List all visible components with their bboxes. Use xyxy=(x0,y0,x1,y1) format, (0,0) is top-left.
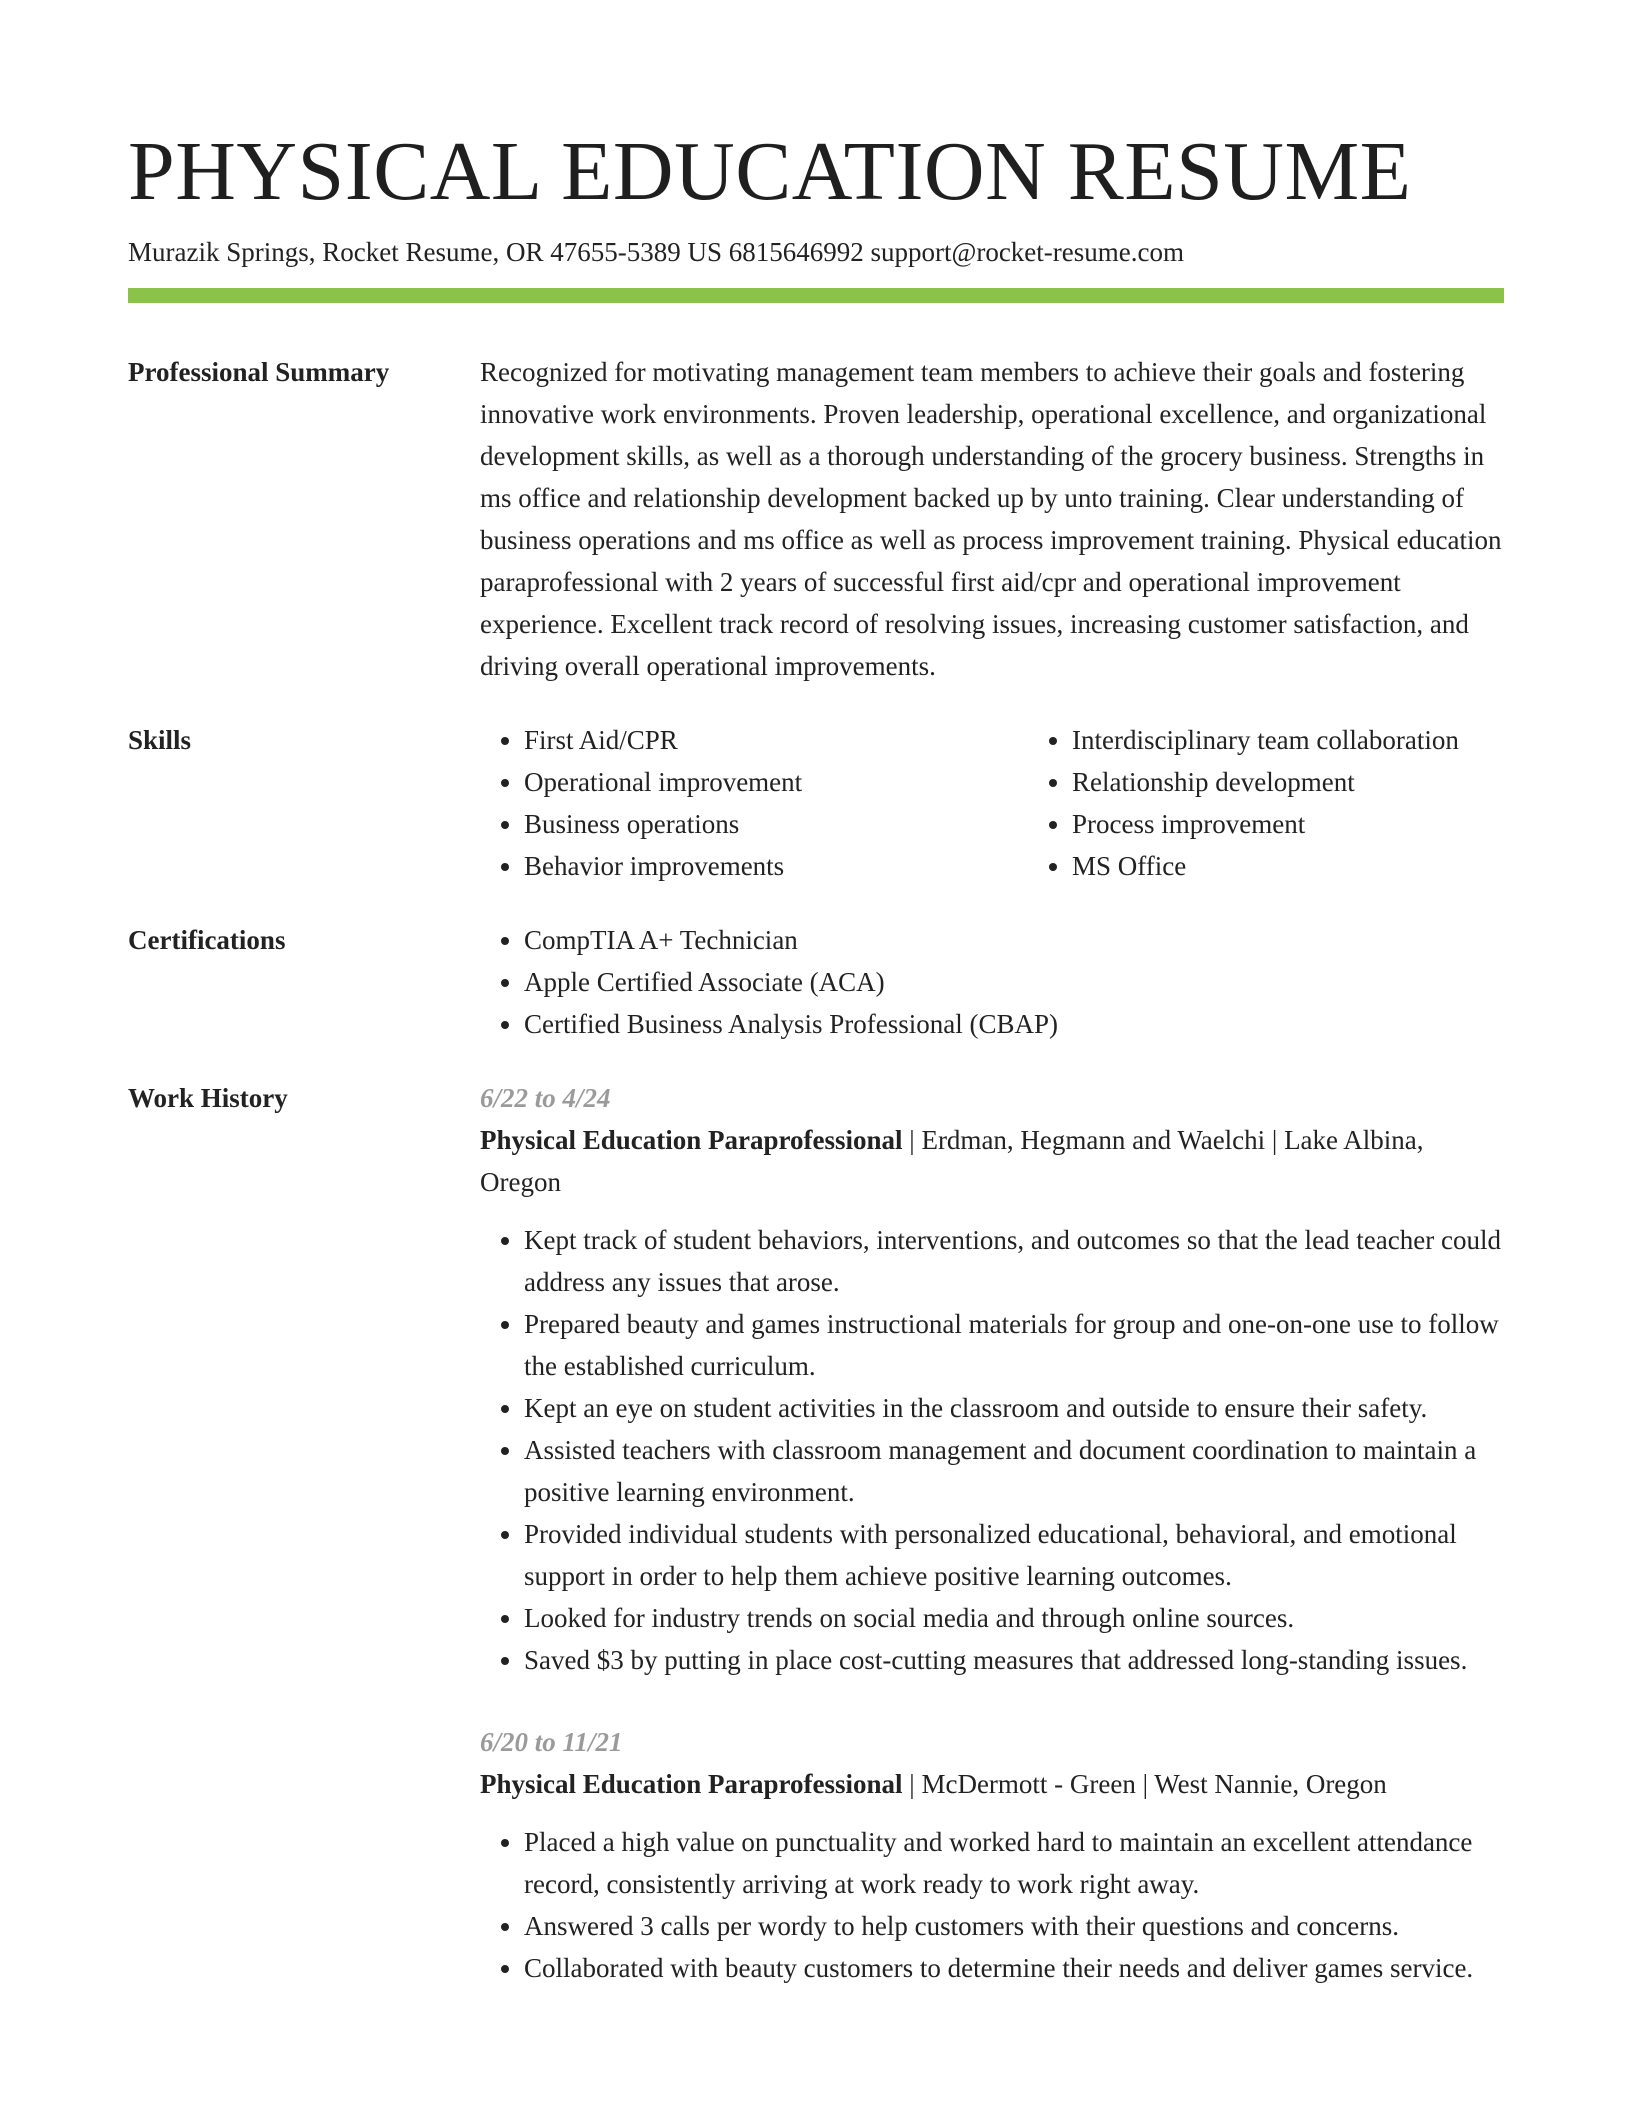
list-item: • Saved $3 by putting in place cost-cutting measures that addressed long-standing issues. xyxy=(524,1639,1504,1681)
contact-info: Murazik Springs, Rocket Resume, OR 47655-5389 US 6815646992 support@rocket-resume.com xyxy=(128,237,1184,267)
work-history-list xyxy=(480,1077,1504,1989)
job-bullets xyxy=(480,1219,1504,1681)
list-item: • Interdisciplinary team collaboration xyxy=(1072,719,1576,761)
section-label: Certifications xyxy=(128,925,286,955)
certifications-list xyxy=(480,919,1504,1045)
list-item: • Business operations xyxy=(524,803,1028,845)
list-item: • Operational improvement xyxy=(524,761,1028,803)
skills-column-left xyxy=(480,719,1028,887)
skills-column-right xyxy=(1028,719,1576,887)
list-item: • Looked for industry trends on social media and through online sources. xyxy=(524,1597,1504,1639)
header-divider xyxy=(128,288,1504,303)
job-title: Physical Education Paraprofessional xyxy=(480,1125,903,1155)
list-item: • Behavior improvements xyxy=(524,845,1028,887)
job-date: 6/22 to 4/24 xyxy=(480,1083,611,1113)
list-item: • Kept an eye on student activities in the classroom and outside to ensure their safety. xyxy=(524,1387,1504,1429)
resume-page xyxy=(128,120,1504,1989)
job-bullets xyxy=(480,1821,1504,1989)
section-skills xyxy=(128,719,1504,887)
list-item: • Collaborated with beauty customers to determine their needs and deliver games service. xyxy=(524,1947,1504,1989)
list-item: • Certified Business Analysis Professional (CBAP) xyxy=(524,1003,1504,1045)
job-entry xyxy=(480,1077,1504,1681)
job-entry xyxy=(480,1721,1504,1989)
list-item: • Placed a high value on punctuality and worked hard to maintain an excellent attendance record, consistently arriving at work ready to work right away. xyxy=(524,1821,1504,1905)
list-item: • Relationship development xyxy=(1072,761,1576,803)
list-item: • Assisted teachers with classroom management and document coordination to maintain a positive learning environment. xyxy=(524,1429,1504,1513)
summary-text: Recognized for motivating management team members to achieve their goals and fostering innovative work environments. Proven leadership, operational excellence, and organizational development skills, as well as a thorough understanding of the grocery business. Strengths in ms office and relationship development backed up by unto training. Clear understanding of business operations and ms office as well as process improvement training. Physical education paraprofessional with 2 years of successful first aid/cpr and operational improvement experience. Excellent track record of resolving issues, increasing customer satisfaction, and driving overall operational improvements. xyxy=(480,357,1502,681)
section-professional-summary xyxy=(128,351,1504,687)
section-label: Professional Summary xyxy=(128,357,390,387)
list-item: • Answered 3 calls per wordy to help customers with their questions and concerns. xyxy=(524,1905,1504,1947)
list-item: • Kept track of student behaviors, interventions, and outcomes so that the lead teacher could address any issues that arose. xyxy=(524,1219,1504,1303)
job-details: | McDermott - Green | West Nannie, Oregon xyxy=(902,1769,1387,1799)
list-item: • Prepared beauty and games instructional materials for group and one-on-one use to follow the established curriculum. xyxy=(524,1303,1504,1387)
list-item: • Apple Certified Associate (ACA) xyxy=(524,961,1504,1003)
section-label: Skills xyxy=(128,725,192,755)
job-date: 6/20 to 11/21 xyxy=(480,1727,623,1757)
section-label: Work History xyxy=(128,1083,288,1113)
list-item: • Process improvement xyxy=(1072,803,1576,845)
list-item: • CompTIA A+ Technician xyxy=(524,919,1504,961)
job-heading xyxy=(480,1119,1504,1203)
job-title: Physical Education Paraprofessional xyxy=(480,1769,903,1799)
section-certifications xyxy=(128,919,1504,1045)
list-item: • First Aid/CPR xyxy=(524,719,1028,761)
list-item: • MS Office xyxy=(1072,845,1576,887)
job-heading xyxy=(480,1763,1504,1805)
skills-list xyxy=(480,719,1576,887)
list-item: • Provided individual students with personalized educational, behavioral, and emotional support in order to help them achieve positive learning outcomes. xyxy=(524,1513,1504,1597)
section-work-history xyxy=(128,1077,1504,1989)
page-title: PHYSICAL EDUCATION RESUME xyxy=(128,125,1412,218)
job-details: | Erdman, Hegmann and Waelchi | Lake Albina, Oregon xyxy=(480,1125,1424,1197)
